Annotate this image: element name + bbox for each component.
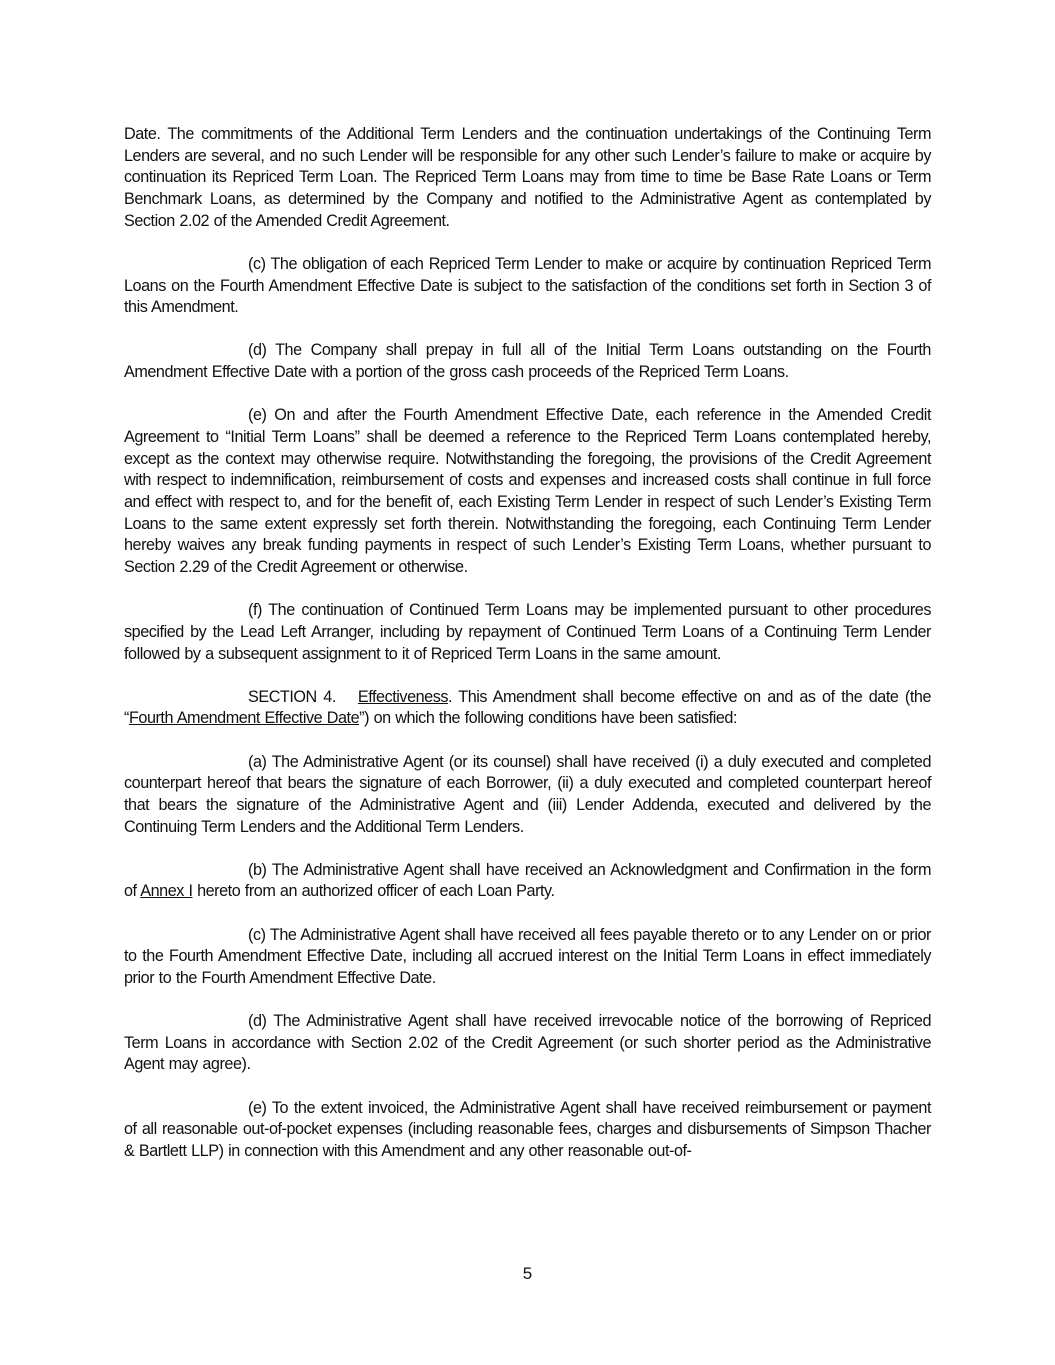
- defined-term-effective-date: Fourth Amendment Effective Date: [128, 709, 360, 728]
- paragraph-continuation: Date. The commitments of the Additional Term Lenders and the continuation undertakings of the Continuing Term Lenders are several, and no such Lender will be responsible for any other such Lender’s failure to make or acquire by continuation its Repriced Term Loan. The Repriced Term Loans may from time to time be Base Rate Loans or Term Benchmark Loans, as determined by the Company and notified to the Administrative Agent as contemplated by Section 2.02 of the Amended Credit Agreement.: [124, 125, 931, 230]
- section-4-text-2: ”) on which the following conditions have been satisfied:: [359, 709, 738, 728]
- paragraph-4a: (a) The Administrative Agent (or its counsel) shall have received (i) a duly executed and completed counterpart hereof that bears the signature of each Borrower, (ii) a duly executed and completed counterpart hereof that bears the signature of the Administrative Agent and (iii) Lender Addenda, executed and delivered by the Continuing Term Lenders and the Additional Term Lenders.: [124, 752, 931, 836]
- paragraph-3f: (f) The continuation of Continued Term Loans may be implemented pursuant to other procedures specified by the Lead Left Arranger, including by repayment of Continued Term Loans of a Continuing Term Lender followed by a subsequent assignment to it of Repriced Term Loans in the same amount.: [124, 601, 931, 663]
- page-number: 5: [522, 1264, 533, 1283]
- paragraph-3c: (c) The obligation of each Repriced Term Lender to make or acquire by continuation Repriced Term Loans on the Fourth Amendment Effective Date is subject to the satisfaction of the conditions set forth in Section 3 of this Amendment.: [124, 254, 931, 317]
- paragraph-4b-text-2: hereto from an authorized officer of each Loan Party.: [192, 882, 555, 901]
- paragraph-4b: [124, 860, 931, 903]
- section-4-text-1: . This Amendment shall become effective on and as of the date (the “: [124, 687, 932, 728]
- paragraph-3e: (e) On and after the Fourth Amendment Effective Date, each reference in the Amended Credit Agreement to “Initial Term Loans” shall be deemed a reference to the Repriced Term Loans contemplated hereby, except as the context may otherwise require. Notwithstanding the foregoing, the provisions of the Credit Agreement with respect to indemnification, reimbursement of costs and expenses and increased costs shall continue in full force and effect with respect to, and for the benefit of, each Existing Term Lender in respect of such Lender’s Existing Term Loans to the same extent expressly set forth therein. Notwithstanding the foregoing, each Continuing Term Lender hereby waives any break funding payments in respect of such Lender’s Existing Term Loans, whether pursuant to Section 2.29 of the Credit Agreement or otherwise.: [124, 406, 931, 577]
- paragraph-4c: (c) The Administrative Agent shall have received all fees payable thereto or to any Lender on or prior to the Fourth Amendment Effective Date, including all accrued interest on the Initial Term Loans in effect immediately prior to the Fourth Amendment Effective Date.: [124, 925, 931, 987]
- paragraph-4e: (e) To the extent invoiced, the Administrative Agent shall have received reimbursement or payment of all reasonable out-of-pocket expenses (including reasonable fees, charges and disbursements of Simpson Thacher & Bartlett LLP) in connection with this Amendment and any other reasonable out-of-: [124, 1098, 931, 1160]
- paragraph-4b-text-1: (b) The Administrative Agent shall have received an Acknowledgment and Confirmation in the form of: [124, 860, 931, 901]
- document-body: [124, 124, 931, 1184]
- section-4-heading: Effectiveness: [357, 687, 449, 706]
- section-4-label: SECTION 4.: [248, 687, 336, 706]
- annex-reference: Annex I: [140, 882, 193, 901]
- section-4-intro: [124, 687, 931, 730]
- paragraph-3d: (d) The Company shall prepay in full all of the Initial Term Loans outstanding on the Fourth Amendment Effective Date with a portion of the gross cash proceeds of the Repriced Term Loans.: [124, 341, 931, 382]
- paragraph-4d: (d) The Administrative Agent shall have received irrevocable notice of the borrowing of Repriced Term Loans in accordance with Section 2.02 of the Credit Agreement (or such shorter period as the Administrative Agent may agree).: [124, 1012, 931, 1074]
